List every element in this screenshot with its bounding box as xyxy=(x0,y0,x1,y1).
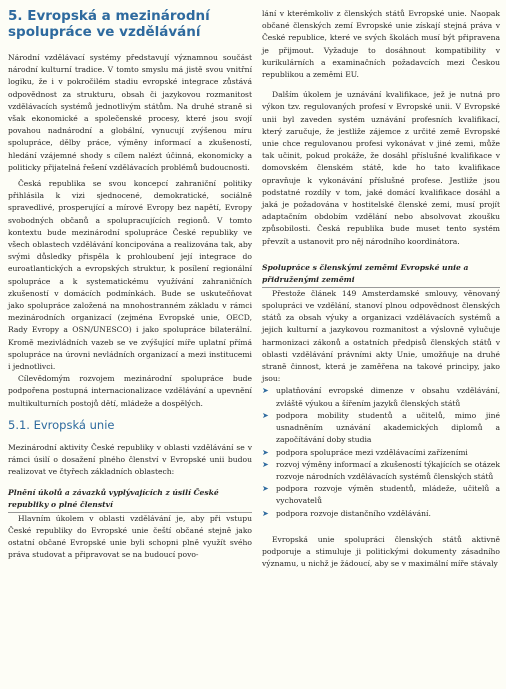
left-column xyxy=(8,8,252,561)
arrow-bullet-icon: ➤ xyxy=(262,386,269,396)
arrow-bullet-icon: ➤ xyxy=(262,459,269,469)
subheading: Plnění úkolů a závazků vyplývajících z úsilí České republiky o plné členství xyxy=(8,487,252,513)
paragraph: Česká republika se svou koncepcí zahraniční politiky přihlásila k vizi sjednocené, demokratické, sociálně spravedlivé, prosperující a mírové Evropy bez napětí, Evropy svobodných občanů a spolupracujících regionů. V tomto kontextu bude mezinárodní spolupráce České republiky ve všech oblastech vzdělávání koncipována a realizována tak, aby svými důsledky přispěla k prohloubení její integrace do euroatlantických a evropských struktur, k posílení regionální spolupráce a k systematickému využívání zahraničních zkušeností v domácích podmínkách. Bude se uskutečňovat jako spolupráce založená na mnohostranném základu v rámci mezinárodních organizací (zejména Evropské unie, OECD, Rady Evropy a OSN/UNESCO) i jako spolupráce bilaterální. Kromě mezivládních vazeb se ve zvýšující míře uplatní přímá spolupráce na úrovni nevládních organizací a mezi institucemi i jednotlivci. xyxy=(8,179,252,372)
right-column xyxy=(262,8,500,570)
paragraph: Mezinárodní aktivity České republiky v oblasti vzdělávání se v rámci úsilí o dosažení plného členství v Evropské unii budou realizovat ve čtyřech základních oblastech: xyxy=(8,442,252,477)
paragraph: Cílevědomým rozvojem mezinárodní spolupráce bude podpořena postupná internacionalizace vzdělávání a upevnění multikulturních postojů dětí, mládeže a dospělých. xyxy=(8,374,252,408)
subheading: Spolupráce s členskými zeměmi Evropské unie a přidruženými zeměmi xyxy=(262,262,500,288)
paragraph: Dalším úkolem je uznávání kvalifikace, jež je nutná pro výkon tzv. regulovaných profesí v Evropské unii. V Evropské unii byl zaveden systém uznávání profesních kvalifikací, který zaručuje, že jestliže zájemce z určité země Evropské unie chce regulovanou profesi vykonávat v jiné zemi, může tak učinit, pokud prokáže, že dosáhl příslušné kvalifikace v domovském členském státě, kde ho tato kvalifikace opravňuje k vykonávání příslušné profese. Jestliže jsou podstatné rozdíly v tom, jaké domácí kvalifikace dosáhl a jaká je požadována v hostitelské členské zemi, musí projít adaptačním obdobím vzdělání nebo absolvovat zkoušku způsobilosti. Česká republika bude muset tento systém převzít a ustanovit pro něj národního koordinátora. xyxy=(262,90,500,246)
list-item: ➤ podpora mobility studentů a učitelů, mimo jiné usnadněním uznávání akademických diplomů a započítávání doby studia xyxy=(262,410,500,445)
paragraph: Hlavním úkolem v oblasti vzdělávání je, aby při vstupu České republiky do Evropské unie čeští občané stejně jako ostatní občané Evropské unie byli schopni plně využít svého práva studovat a připravovat se na budoucí povo- xyxy=(8,513,252,560)
list-item: ➤ podpora rozvoje distančního vzdělávání. xyxy=(262,508,500,520)
list-item: ➤ podpora spolupráce mezi vzdělávacími zařízeními xyxy=(262,447,500,459)
arrow-bullet-icon: ➤ xyxy=(262,447,269,457)
arrow-bullet-icon: ➤ xyxy=(262,508,269,518)
paragraph: lání v kterémkoliv z členských států Evropské unie. Naopak občané členských zemí Evropské unie získají stejná práva v České republice, které ve svých školách musí být připravena je přijmout. Vyžaduje to dosáhnout kompatibility v kurikulárních a examinačních požadavcích mezi Českou republikou a zeměmi EU. xyxy=(262,9,500,80)
paragraph: Evropská unie spolupráci členských států aktivně podporuje a stimuluje ji politickými dokumenty zásadního významu, u nichž je žádoucí, aby se v maximální míře stávaly xyxy=(262,534,500,569)
paragraph: Přestože článek 149 Amsterdamské smlouvy, věnovaný spolupráci ve vzdělání, stanoví plnou odpovědnost členských států za obsah výuky a organizaci vzdělávacích systémů a jejich kulturní a jazykovou rozmanitost a výslovně vylučuje harmonizaci zákonů a ostatních předpisů členských států v oblasti vzdělávání právními akty Unie, umožňuje na druhé straně činnost, která je zaměřena na takové principy, jako jsou: xyxy=(262,288,500,384)
list-item: ➤ podpora rozvoje výměn studentů, mládeže, učitelů a vychovatelů xyxy=(262,484,500,506)
list-item: ➤ rozvoj výměny informací a zkušeností týkajících se otázek rozvoje národních vzdělávacích systémů členských států xyxy=(262,459,500,481)
chapter-title: 5. Evropská a mezinárodní spolupráce ve vzdělávání xyxy=(8,8,210,40)
section-title: 5.1. Evropská unie xyxy=(8,417,115,432)
arrow-bullet-icon: ➤ xyxy=(262,484,269,494)
paragraph: Národní vzdělávací systémy představují významnou součást národní kulturní tradice. V tomto smyslu má jistě svou vnitřní logiku, že i v pokročilém stadiu evropské integrace zůstává odpovědnost za strukturu, obsah či jazykovou rozmanitost vzdělávacích systémů jednotlivým státům. Na druhé straně si však ekonomické a společenské procesy, které jsou svojí povahou nadnárodní a globální, vynucují zvýšenou míru spolupráce, dělby práce, výměny informací a zkušeností, hledání vzájemné shody s cílem nalézt účinná, ekonomicky a politicky přijatelná řešení vzdělávacích problémů budoucnosti. xyxy=(8,53,252,172)
principles-list xyxy=(262,385,500,519)
list-item: ➤ uplatňování evropské dimenze v obsahu vzdělávání, zvláště výukou a šířením jazyků členských států xyxy=(262,386,500,408)
arrow-bullet-icon: ➤ xyxy=(262,410,269,420)
